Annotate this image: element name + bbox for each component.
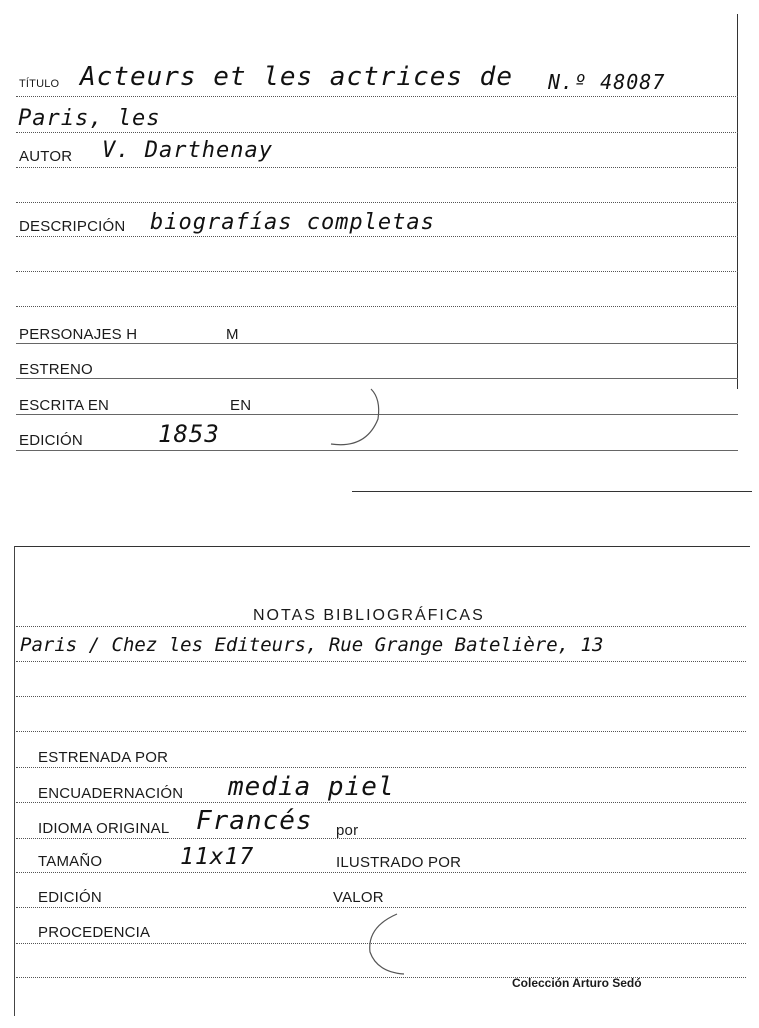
catalog-number: N.º 48087 (548, 70, 666, 94)
blank-rule (16, 202, 738, 203)
language-rule (16, 838, 746, 839)
edition-label: EDICIÓN (19, 432, 83, 449)
edition-value-rule (16, 907, 746, 908)
binding-handwritten: media piel (228, 772, 395, 802)
back-edition-label: EDICIÓN (38, 889, 102, 906)
bibliographic-notes-heading: NOTAS BIBLIOGRÁFICAS (253, 607, 485, 624)
premiered-rule (16, 767, 746, 768)
title-label: TÍTULO (19, 78, 60, 90)
collection-stamp: Colección Arturo Sedó (512, 976, 642, 990)
title-rule (16, 96, 738, 97)
catalog-card-front (0, 0, 740, 500)
characters-h-label: PERSONAJES H (19, 326, 138, 343)
notes-handwritten: Paris / Chez les Editeurs, Rue Grange Batelière, 13 (20, 634, 604, 656)
written-in-label: ESCRITA EN (19, 397, 110, 414)
blank-rule (16, 731, 746, 732)
notes-rule-2 (16, 661, 746, 662)
written-en-label: EN (230, 397, 252, 414)
translated-by-label: por (336, 822, 359, 839)
card-edge (352, 491, 752, 492)
punch-hole-mark (326, 384, 386, 454)
notes-rule (16, 626, 746, 627)
card-edge (14, 546, 750, 547)
size-rule (16, 872, 746, 873)
title-rule-2 (16, 132, 738, 133)
catalog-card-back (0, 540, 755, 1028)
edition-handwritten: 1853 (158, 420, 220, 448)
blank-rule (16, 696, 746, 697)
author-rule (16, 167, 738, 168)
blank-rule (16, 271, 738, 272)
author-handwritten: V. Darthenay (102, 138, 273, 163)
premiered-by-label: ESTRENADA POR (38, 749, 169, 766)
blank-rule (16, 306, 738, 307)
author-label: AUTOR (19, 148, 73, 165)
punch-hole-mark (362, 912, 412, 978)
size-handwritten: 11x17 (180, 844, 255, 870)
provenance-label: PROCEDENCIA (38, 924, 151, 941)
illustrated-by-label: ILUSTRADO POR (336, 854, 462, 871)
premiere-label: ESTRENO (19, 361, 93, 378)
characters-m-label: M (226, 326, 239, 343)
size-label: TAMAÑO (38, 853, 103, 870)
characters-rule (16, 343, 738, 344)
description-label: DESCRIPCIÓN (19, 218, 126, 235)
title-handwritten-line2: Paris, les (18, 106, 161, 131)
original-language-label: IDIOMA ORIGINAL (38, 820, 170, 837)
description-handwritten: biografías completas (150, 210, 435, 235)
title-handwritten-line1: Acteurs et les actrices de (80, 62, 513, 92)
binding-label: ENCUADERNACIÓN (38, 785, 184, 802)
binding-rule (16, 802, 746, 803)
description-rule (16, 236, 738, 237)
value-label: VALOR (333, 889, 384, 906)
original-language-handwritten: Francés (196, 806, 313, 836)
card-edge (14, 546, 15, 1016)
premiere-rule (16, 378, 738, 379)
